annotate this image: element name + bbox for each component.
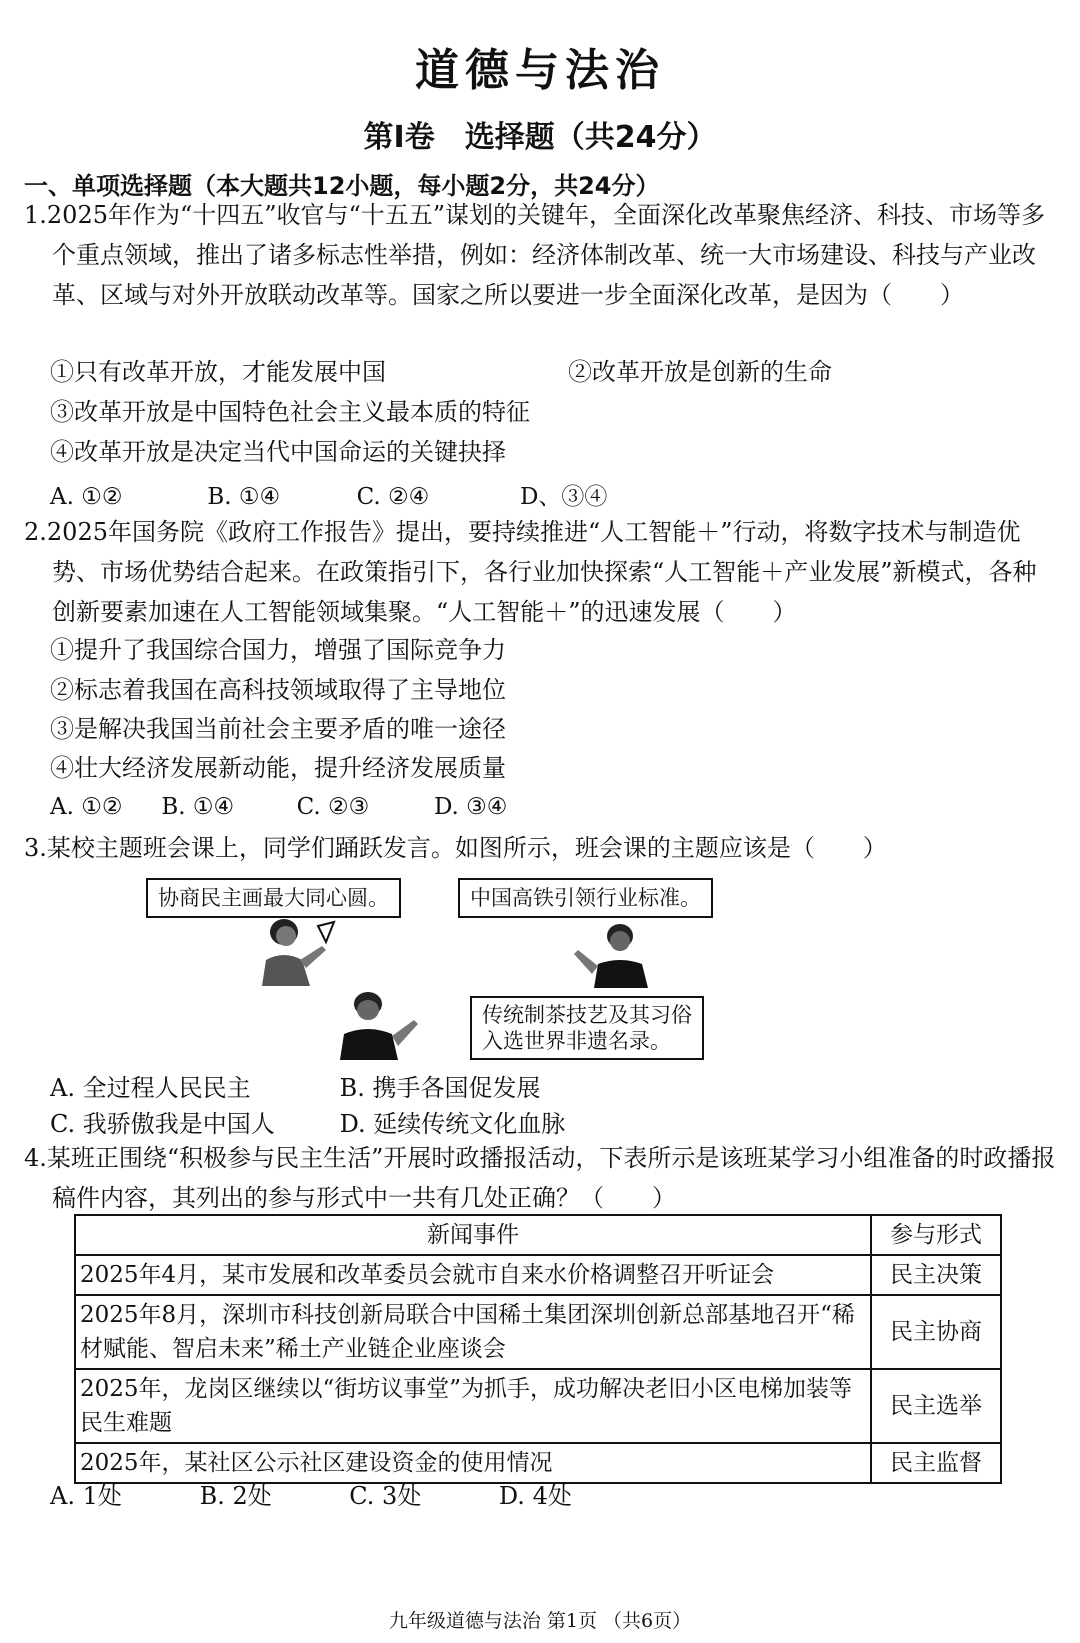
q2-option-3: ③是解决我国当前社会主要矛盾的唯一途径	[50, 715, 506, 743]
q3-illustration	[140, 872, 760, 1062]
page-title: 道德与法治	[415, 45, 665, 96]
table-cell-event: 2025年，某社区公示社区建设资金的使用情况	[75, 1443, 871, 1483]
table-cell-form: 民主监督	[871, 1443, 1001, 1483]
table-row	[75, 1369, 1001, 1443]
q4-choice-a[interactable]: A. 1处	[50, 1482, 122, 1510]
question-2	[24, 512, 1059, 632]
q1-option-3: ③改革开放是中国特色社会主义最本质的特征	[50, 398, 530, 426]
table-row	[75, 1255, 1001, 1295]
q1-option-4: ④改革开放是决定当代中国命运的关键抉择	[50, 438, 506, 466]
q2-option-1: ①提升了我国综合国力，增强了国际竞争力	[50, 636, 506, 664]
q4-choices	[50, 1476, 572, 1511]
question-1-stem: 1.2025年作为“十四五”收官与“十五五”谋划的关键年，全面深化改革聚焦经济、科技、市场等多个重点领域，推出了诸多标志性举措，例如：经济体制改革、统一大市场建设、科技与产业改革、区域与对外开放联动改革等。国家之所以要进一步全面深化改革，是因为（ ）	[24, 201, 1046, 309]
q1-choice-b[interactable]: B. ①④	[207, 484, 281, 510]
speech-bubble-3	[470, 996, 704, 1060]
q2-choice-c[interactable]: C. ②③	[296, 794, 370, 820]
q2-choice-b[interactable]: B. ①④	[161, 794, 235, 820]
question-3-stem: 3.某校主题班会课上，同学们踊跃发言。如图所示，班会课的主题应该是（ ）	[24, 834, 887, 862]
q1-choice-d[interactable]: D、③④	[519, 484, 608, 510]
q1-option-2: ②改革开放是创新的生命	[568, 358, 832, 386]
q2-choices	[50, 794, 507, 820]
q4-choice-d[interactable]: D. 4处	[498, 1482, 572, 1510]
question-1	[24, 195, 1059, 315]
speech-bubble-3-line-1: 传统制茶技艺及其习俗	[482, 1003, 692, 1027]
q1-choice-c[interactable]: C. ②④	[356, 484, 430, 510]
q4-choice-c[interactable]: C. 3处	[349, 1482, 422, 1510]
q3-choices-row-2	[50, 1104, 565, 1139]
table-header-event: 新闻事件	[75, 1215, 871, 1255]
q2-option-4: ④壮大经济发展新动能，提升经济发展质量	[50, 754, 506, 782]
table-cell-event: 2025年，龙岗区继续以“街坊议事堂”为抓手，成功解决老旧小区电梯加装等民生难题	[75, 1369, 871, 1443]
part-subtitle: 第Ⅰ卷 选择题（共24分）	[363, 120, 717, 155]
student-boy-right-icon	[564, 922, 656, 988]
q3-choice-c[interactable]: C. 我骄傲我是中国人	[50, 1110, 275, 1138]
student-boy-center-icon	[336, 990, 432, 1060]
question-4	[24, 1138, 1059, 1218]
news-table	[74, 1214, 1002, 1484]
q1-choices	[50, 478, 607, 511]
table-cell-event: 2025年4月，某市发展和改革委员会就市自来水价格调整召开听证会	[75, 1255, 871, 1295]
table-cell-form: 民主协商	[871, 1295, 1001, 1369]
q3-choice-a[interactable]: A. 全过程人民民主	[50, 1074, 251, 1102]
table-cell-form: 民主选举	[871, 1369, 1001, 1443]
table-cell-event: 2025年8月，深圳市科技创新局联合中国稀土集团深圳创新总部基地召开“稀材赋能、智启未来”稀土产业链企业座谈会	[75, 1295, 871, 1369]
page-footer: 九年级道德与法治 第1页 （共6页）	[388, 1610, 692, 1632]
table-header-form: 参与形式	[871, 1215, 1001, 1255]
q2-choice-d[interactable]: D. ③④	[433, 794, 508, 820]
q2-choice-a[interactable]: A. ①②	[50, 794, 123, 820]
q3-choice-d[interactable]: D. 延续传统文化血脉	[339, 1110, 566, 1138]
section-heading: 一、单项选择题（本大题共12小题，每小题2分，共24分）	[24, 172, 660, 200]
q2-option-2: ②标志着我国在高科技领域取得了主导地位	[50, 676, 506, 704]
speech-bubble-1: 协商民主画最大同心圆。	[146, 878, 401, 918]
question-2-stem: 2.2025年国务院《政府工作报告》提出，要持续推进“人工智能＋”行动，将数字技术与制造优势、市场优势结合起来。在政策指引下，各行业加快探索“人工智能＋产业发展”新模式，各种创新要素加速在人工智能领域集聚。“人工智能＋”的迅速发展（ ）	[24, 518, 1037, 626]
table-cell-form: 民主决策	[871, 1255, 1001, 1295]
table-row	[75, 1295, 1001, 1369]
question-3	[24, 828, 1059, 868]
question-4-stem: 4.某班正围绕“积极参与民主生活”开展时政播报活动，下表所示是该班某学习小组准备的时政播报稿件内容，其列出的参与形式中一共有几处正确？（ ）	[24, 1144, 1056, 1212]
student-girl-icon	[252, 916, 342, 986]
speech-bubble-3-line-2: 入选世界非遗名录。	[482, 1029, 671, 1053]
q3-choice-b[interactable]: B. 携手各国促发展	[339, 1074, 541, 1102]
q1-option-1: ①只有改革开放，才能发展中国	[50, 358, 386, 386]
q4-choice-b[interactable]: B. 2处	[199, 1482, 272, 1510]
speech-bubble-2: 中国高铁引领行业标准。	[458, 878, 713, 918]
table-header-row	[75, 1215, 1001, 1255]
q1-choice-a[interactable]: A. ①②	[50, 484, 123, 510]
q3-choices-row-1	[50, 1068, 541, 1103]
